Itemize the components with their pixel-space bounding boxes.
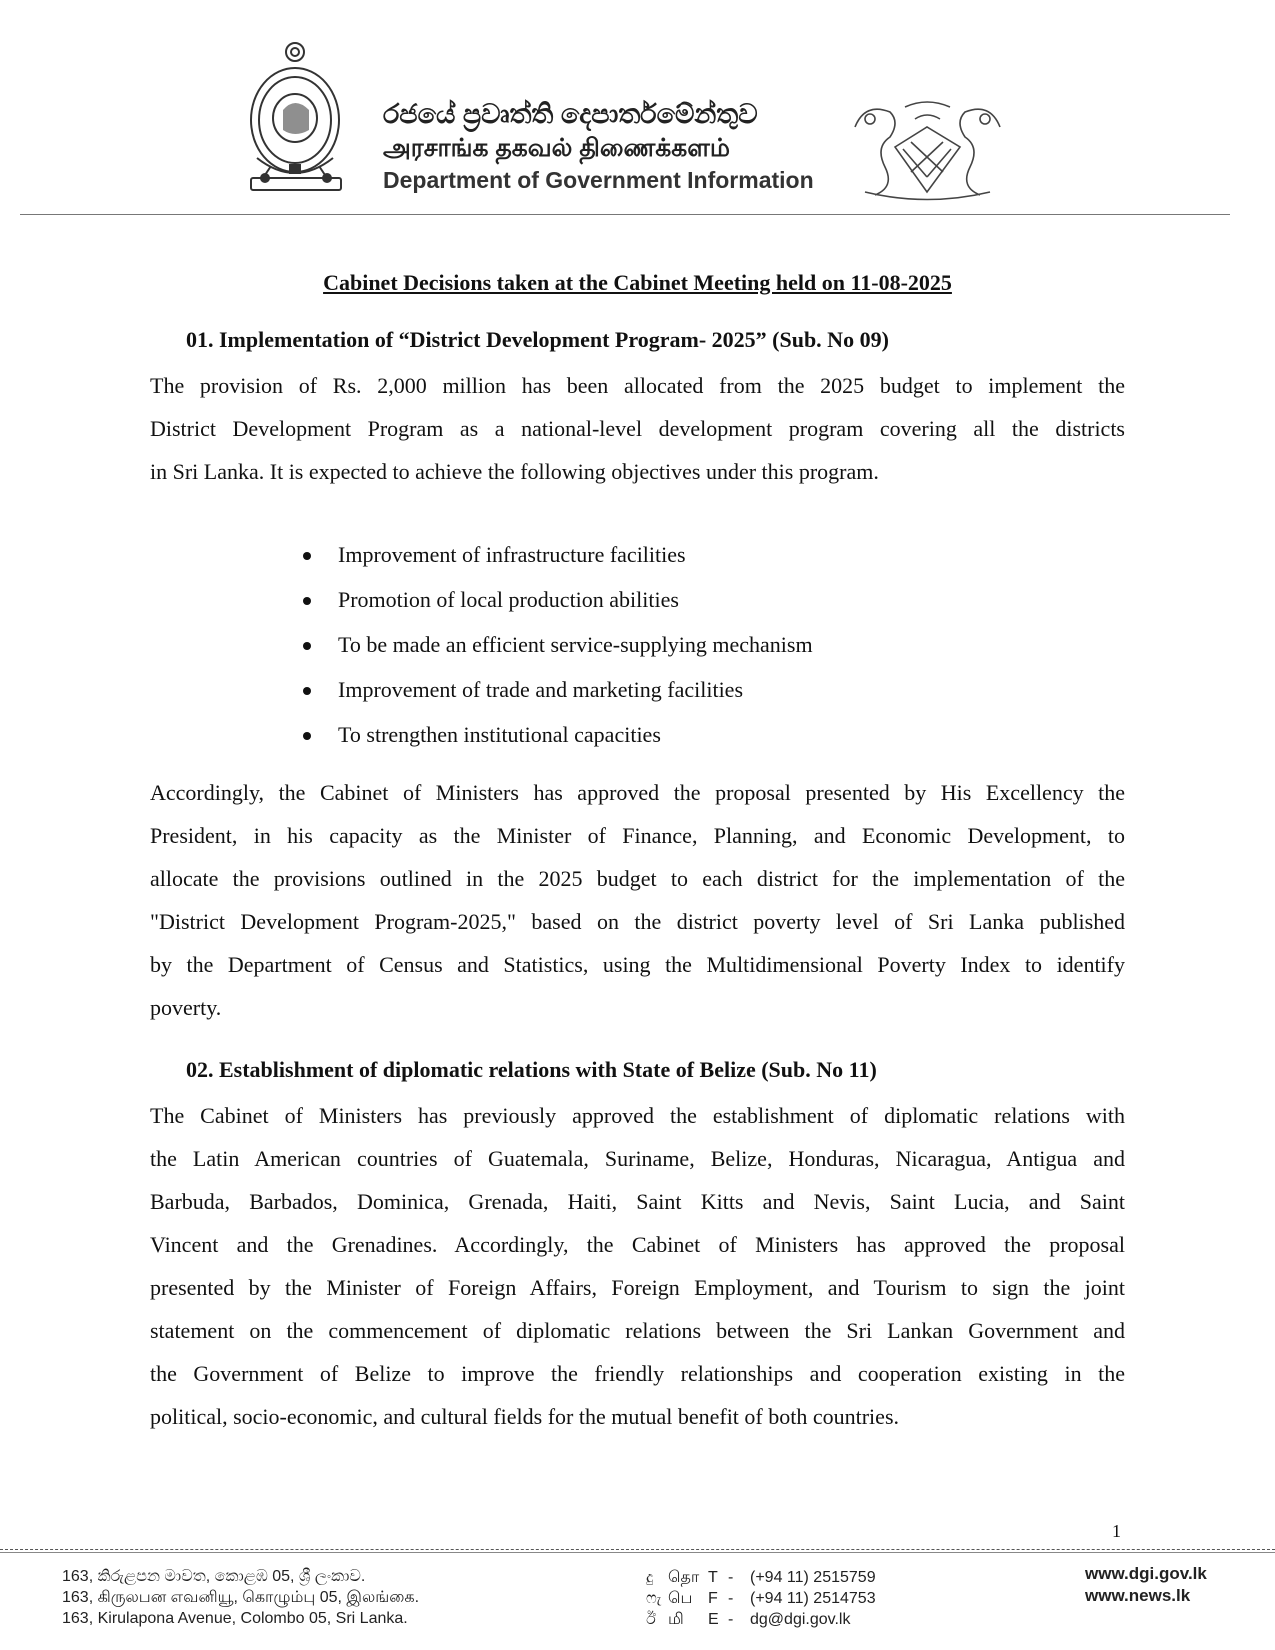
org-name-english: Department of Government Information [383, 167, 814, 193]
footer-contacts [646, 1567, 876, 1630]
list-item-text: Improvement of infrastructure facilities [338, 542, 686, 567]
separator: - [728, 1590, 734, 1607]
list-item-text: To be made an efficient service-supplying mechanism [338, 632, 813, 657]
text-line: Barbuda, Barbados, Dominica, Grenada, Haiti, Saint Kitts and Nevis, Saint Lucia, and Saint [150, 1189, 1125, 1214]
section-heading-02: 02. Establishment of diplomatic relations with State of Belize (Sub. No 11) [186, 1057, 877, 1082]
text-line: allocate the provisions outlined in the 2025 budget to each district for the implementation of the [150, 866, 1125, 891]
bullet-icon [303, 642, 311, 650]
label-sinhala: ඊ [646, 1611, 656, 1628]
label-sinhala: දු [646, 1569, 654, 1586]
footer-address [62, 1566, 419, 1629]
website-link-dgi[interactable]: www.dgi.gov.lk [1085, 1564, 1207, 1583]
text-line: by the Department of Census and Statistics, using the Multidimensional Poverty Index to identify [150, 952, 1125, 977]
text-line: the Government of Belize to improve the friendly relationships and cooperation existing in the [150, 1361, 1125, 1386]
website-link-news[interactable]: www.news.lk [1085, 1586, 1191, 1605]
decorative-ornament-icon [845, 97, 1010, 202]
section-02-body [150, 1094, 1125, 1438]
email-value: dg@dgi.gov.lk [750, 1611, 851, 1628]
document-title: Cabinet Decisions taken at the Cabinet Meeting held on 11-08-2025 [323, 270, 952, 295]
label-tamil: தொ [668, 1569, 700, 1586]
list-item-text: To strengthen institutional capacities [338, 722, 661, 747]
label-sinhala: ෆැ [646, 1590, 662, 1607]
fax-value: (+94 11) 2514753 [750, 1590, 876, 1607]
label-code: E [708, 1611, 719, 1628]
contact-email [646, 1609, 876, 1630]
bullet-icon [303, 597, 311, 605]
text-line: poverty. [150, 995, 222, 1020]
footer-divider-line [0, 1552, 1275, 1553]
contact-telephone [646, 1567, 876, 1588]
objectives-list [297, 532, 813, 757]
list-item [297, 667, 813, 712]
text-line: Vincent and the Grenadines. Accordingly, the Cabinet of Ministers has approved the proposal [150, 1232, 1125, 1257]
list-item [297, 622, 813, 667]
org-name-tamil: அரசாங்க தகவல் திணைக்களம் [383, 134, 730, 162]
list-item [297, 712, 813, 757]
section-01-decision [150, 771, 1125, 1029]
section-heading-01: 01. Implementation of “District Development Program- 2025” (Sub. No 09) [186, 327, 889, 352]
bullet-icon [303, 687, 311, 695]
text-line: Accordingly, the Cabinet of Ministers has approved the proposal presented by His Excellency the [150, 780, 1125, 805]
text-line: District Development Program as a national-level development program covering all the districts [150, 416, 1125, 441]
address-english: 163, Kirulapona Avenue, Colombo 05, Sri Lanka. [62, 1610, 408, 1627]
label-tamil: மி [668, 1611, 684, 1628]
bullet-icon [303, 732, 311, 740]
text-line: The provision of Rs. 2,000 million has been allocated from the 2025 budget to implement the [150, 373, 1125, 398]
letterhead [0, 0, 1275, 215]
org-name-sinhala: රජයේ ප්‍රවෘත්ති දෙපාර්තමේන්තුව [383, 99, 758, 129]
footer-divider [0, 1549, 1275, 1550]
text-line: in Sri Lanka. It is expected to achieve the following objectives under this program. [150, 459, 879, 484]
telephone-value: (+94 11) 2515759 [750, 1569, 876, 1586]
text-line: presented by the Minister of Foreign Affairs, Foreign Employment, and Tourism to sign the joint [150, 1275, 1125, 1300]
list-item [297, 532, 813, 577]
sri-lanka-emblem-icon [243, 38, 348, 198]
page-number: 1 [1112, 1521, 1121, 1541]
text-line: political, socio-economic, and cultural fields for the mutual benefit of both countries. [150, 1404, 899, 1429]
list-item-text: Improvement of trade and marketing facilities [338, 677, 744, 702]
label-code: F [708, 1590, 718, 1607]
address-sinhala: 163, කිරුළපන මාවත, කොළඹ 05, ශ්‍රී ලංකාව. [62, 1568, 366, 1585]
list-item-text: Promotion of local production abilities [338, 587, 679, 612]
text-line: President, in his capacity as the Minister of Finance, Planning, and Economic Development, to [150, 823, 1125, 848]
separator: - [728, 1611, 734, 1628]
label-code: T [708, 1569, 718, 1586]
header-divider [20, 214, 1230, 215]
text-line: The Cabinet of Ministers has previously approved the establishment of diplomatic relations with [150, 1103, 1125, 1128]
section-01-intro [150, 364, 1125, 493]
bullet-icon [303, 552, 311, 560]
contact-fax [646, 1588, 876, 1609]
list-item [297, 577, 813, 622]
text-line: "District Development Program-2025," based on the district poverty level of Sri Lanka published [150, 909, 1125, 934]
separator: - [728, 1569, 734, 1586]
label-tamil: பெ [668, 1590, 693, 1607]
text-line: statement on the commencement of diplomatic relations between the Sri Lankan Government and [150, 1318, 1125, 1343]
footer-websites [1085, 1563, 1207, 1607]
address-tamil: 163, கிருலபன எவனியூ, கொழும்பு 05, இலங்கை. [62, 1589, 420, 1606]
text-line: the Latin American countries of Guatemala, Suriname, Belize, Honduras, Nicaragua, Antigua and [150, 1146, 1125, 1171]
